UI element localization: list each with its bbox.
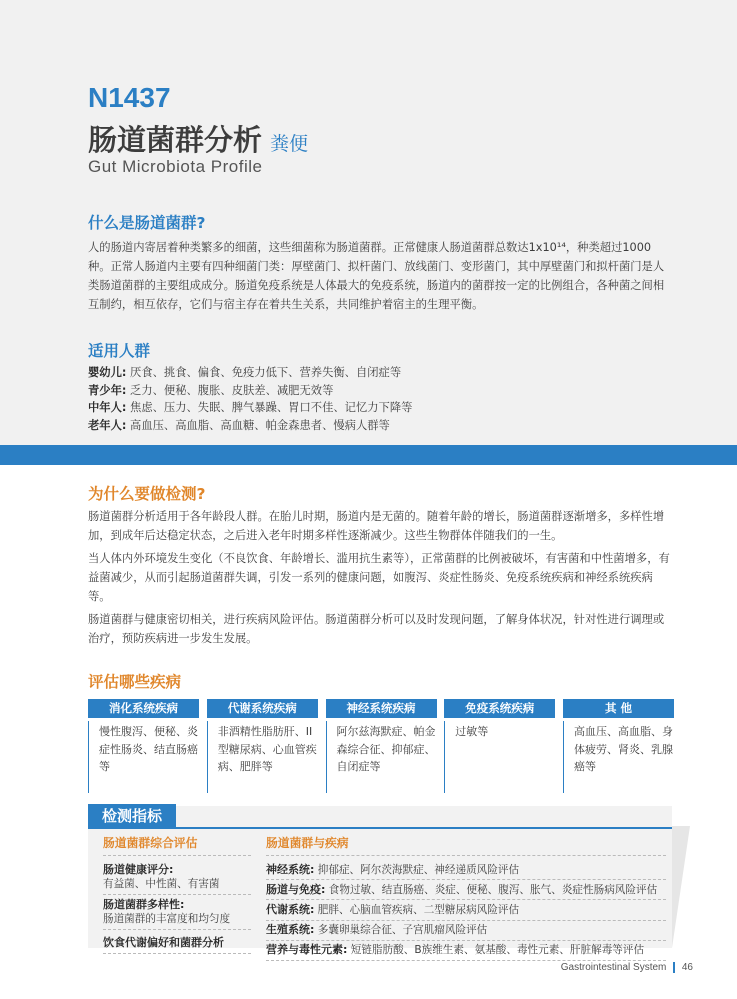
section-heading-crowd: 适用人群 [88, 342, 151, 360]
crowd-label: 婴幼儿: [88, 366, 127, 379]
indicator-right-heading: 肠道菌群与疾病 [266, 834, 666, 856]
indicator-item [103, 930, 251, 954]
crowd-label: 中年人: [88, 401, 127, 415]
indicator-tab-underline [88, 827, 672, 829]
indicator-right-column [266, 834, 666, 961]
indicator-row-text: 食物过敏、结直肠癌、炎症、便秘、腹泻、胀气、炎症性肠病风险评估 [328, 883, 658, 896]
indicator-row-label: 营养与毒性元素: [266, 943, 348, 957]
disease-column-other [563, 699, 674, 793]
disease-column-metabolic [207, 699, 318, 793]
crowd-row [88, 417, 668, 435]
footer-divider [673, 962, 675, 973]
section-body-what: 人的肠道内寄居着种类繁多的细菌，这些细菌称为肠道菌群。正常健康人肠道菌群总数达1x10¹⁴，种类超过1000种。正常人肠道内主要有四种细菌门类：厚壁菌门、拟杆菌门、放线菌门、变形菌门，其中厚壁菌门和拟杆菌门是人类肠道菌群的主要组成成分。肠道免疫系统是人体最大的免疫系统，肠道内的菌群按一定的比例组合，各种菌之间相互制约，相互依存，它们与宿主存在着共生关系，共同维护着宿主的生理平衡。 [88, 241, 665, 311]
indicator-row [266, 941, 666, 961]
indicator-item-title: 肠道健康评分: [103, 863, 174, 876]
indicator-tab: 检测指标 [88, 804, 176, 828]
indicator-row-label: 代谢系统: [266, 902, 315, 916]
title-main: 肠道菌群分析 [88, 123, 263, 157]
indicator-row [266, 921, 666, 941]
crowd-list [88, 364, 668, 434]
indicator-row-text: 肥胖、心脑血管疾病、二型糖尿病风险评估 [317, 903, 520, 916]
disease-column-title: 神经系统疾病 [326, 699, 437, 718]
disease-column-text: 非酒精性脂肪肝、II型糖尿病、心血管疾病、肥胖等 [207, 721, 318, 793]
disease-columns [88, 699, 674, 793]
disease-column-title: 其 他 [563, 699, 674, 718]
disease-column-title: 免疫系统疾病 [444, 699, 555, 718]
section-body-why [88, 507, 670, 652]
indicator-row [266, 860, 666, 880]
test-code: N1437 [88, 82, 171, 113]
disease-column-title: 消化系统疾病 [88, 699, 199, 718]
page-footer [561, 962, 693, 973]
indicator-item-title: 肠道菌群多样性: [103, 898, 185, 911]
indicator-item-desc: 有益菌、中性菌、有害菌 [103, 878, 220, 890]
why-paragraph: 肠道菌群分析适用于各年龄段人群。在胎儿时期，肠道内是无菌的。随着年龄的增长，肠道菌群逐渐增多，多样性增加，到成年后达稳定状态，之后进入老年时期多样性逐渐减少。这些生物群体伴随我们的一生。 [88, 510, 665, 542]
crowd-label: 老年人: [88, 418, 127, 432]
crowd-row [88, 364, 668, 382]
indicator-item [103, 860, 251, 895]
section-divider-band [0, 445, 737, 465]
footer-category: Gastrointestinal System [560, 962, 667, 973]
disease-column-text: 过敏等 [444, 721, 555, 793]
indicator-row-text: 抑郁症、阿尔茨海默症、神经递质风险评估 [317, 863, 520, 876]
disease-column-neuro [326, 699, 437, 793]
disease-column-text: 高血压、高血脂、身体疲劳、肾炎、乳腺癌等 [563, 721, 674, 793]
section-heading-why: 为什么要做检测? [88, 485, 206, 503]
crowd-label: 青少年: [88, 383, 127, 397]
disease-column-digestive [88, 699, 199, 793]
disease-column-title: 代谢系统疾病 [207, 699, 318, 718]
title-english: Gut Microbiota Profile [88, 157, 263, 176]
indicator-row-label: 生殖系统: [266, 923, 315, 937]
sample-type: 粪便 [270, 133, 309, 155]
disease-column-text: 阿尔兹海默症、帕金森综合征、抑郁症、自闭症等 [326, 721, 437, 793]
crowd-text: 乏力、便秘、腹胀、皮肤差、减肥无效等 [130, 383, 334, 397]
page-title [88, 118, 308, 159]
crowd-row [88, 382, 668, 400]
indicator-item [103, 895, 251, 930]
panel-fold-decoration [672, 826, 690, 948]
disease-column-immune [444, 699, 555, 793]
crowd-text: 厌食、挑食、偏食、免疫力低下、营养失衡、自闭症等 [130, 366, 402, 379]
page-number: 46 [681, 962, 693, 973]
indicator-row-label: 肠道与免疫: [266, 882, 326, 896]
indicator-item-title: 饮食代谢偏好和菌群分析 [103, 936, 224, 949]
indicator-row-label: 神经系统: [266, 862, 315, 876]
indicator-left-heading: 肠道菌群综合评估 [103, 834, 251, 856]
section-heading-what: 什么是肠道菌群? [88, 214, 206, 232]
indicator-row-text: 多囊卵巢综合征、子宫肌瘤风险评估 [317, 924, 488, 937]
why-paragraph: 当人体内外环境发生变化（不良饮食、年龄增长、滥用抗生素等），正常菌群的比例被破坏，有害菌和中性菌增多，有益菌减少，从而引起肠道菌群失调，引发一系列的健康问题，如腹泻、炎症性肠炎、免疫系统疾病和神经系统疾病等。 [88, 552, 670, 603]
crowd-row [88, 399, 668, 417]
indicator-row [266, 880, 666, 900]
disease-column-text: 慢性腹泻、便秘、炎症性肠炎、结直肠癌等 [88, 721, 199, 793]
indicator-left-column [103, 834, 251, 954]
indicator-row-text: 短链脂肪酸、B族维生素、氨基酸、毒性元素、肝脏解毒等评估 [350, 944, 645, 957]
crowd-text: 焦虑、压力、失眠、脾气暴躁、胃口不佳、记忆力下降等 [130, 401, 413, 415]
indicator-row [266, 900, 666, 920]
section-heading-diseases: 评估哪些疾病 [88, 673, 182, 691]
crowd-text: 高血压、高血脂、高血糖、帕金森患者、慢病人群等 [130, 418, 390, 432]
indicator-item-desc: 肠道菌群的丰富度和均匀度 [103, 913, 231, 925]
why-paragraph: 肠道菌群与健康密切相关，进行疾病风险评估。肠道菌群分析可以及时发现问题，了解身体状况，针对性进行调理或治疗，预防疾病进一步发生发展。 [88, 613, 665, 645]
